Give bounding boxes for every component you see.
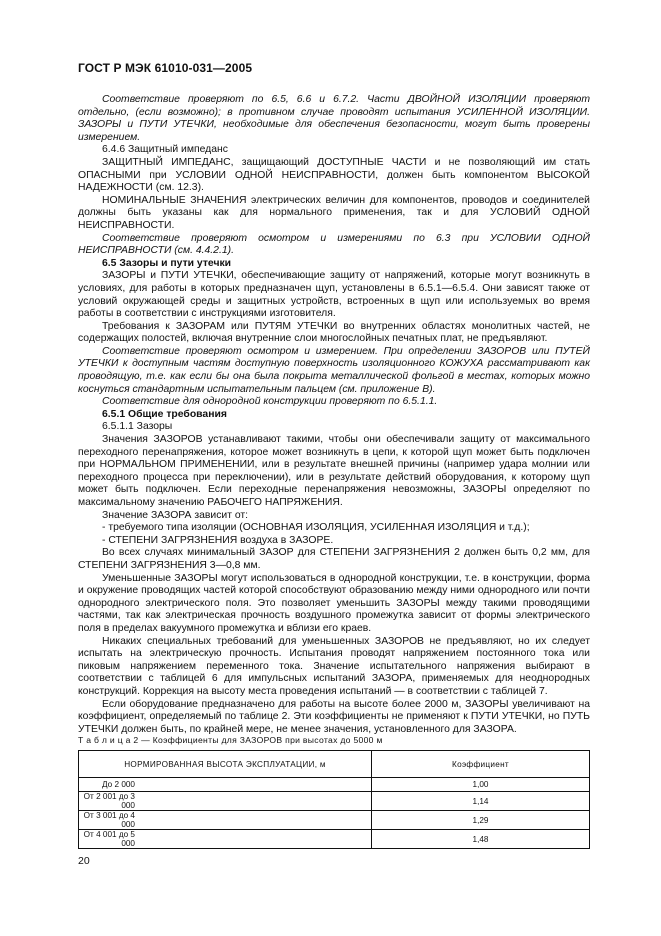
paragraph: НОМИНАЛЬНЫЕ ЗНАЧЕНИЯ электрических величин для компонентов, проводов и соединителей должны быть указаны как для нормального применения, так и для УСЛОВИЙ ОДНОЙ НЕИСПРАВНОСТИ. bbox=[78, 194, 590, 231]
paragraph: Во всех случаях минимальный ЗАЗОР для СТЕПЕНИ ЗАГРЯЗНЕНИЯ 2 должен быть 0,2 мм, для СТЕПЕНИ ЗАГРЯЗНЕНИЯ 3—0,8 мм. bbox=[78, 547, 590, 571]
table-header-row bbox=[79, 751, 590, 778]
paragraph: 6.5 Зазоры и пути утечки bbox=[102, 257, 232, 269]
paragraph: Соответствие проверяют осмотром и измерениями по 6.3 при УСЛОВИИ ОДНОЙ НЕИСПРАВНОСТИ (см. 4.4.2.1). bbox=[78, 232, 590, 257]
paragraph: 6.4.6 Защитный импеданс bbox=[102, 144, 228, 156]
paragraph: - СТЕПЕНИ ЗАГРЯЗНЕНИЯ воздуха в ЗАЗОРЕ. bbox=[102, 534, 334, 546]
table-cell-altitude: От 2 001 до 3 000 bbox=[79, 792, 372, 811]
paragraph: 6.5.1.1 Зазоры bbox=[102, 421, 173, 433]
table-row bbox=[79, 811, 590, 830]
paragraph: ЗАЗОРЫ и ПУТИ УТЕЧКИ, обеспечивающие защиту от напряжений, которые могут возникнуть в условиях, для работы в которых предназначен щуп, установлены в 6.5.1—6.5.4. Они зависят также от условий окружающей среды и защитных устройств, встроенных в щуп или используемых во время работы в соответствии с инструкциями изготовителя. bbox=[78, 270, 590, 320]
table-header-coefficient: Коэффициент bbox=[372, 751, 590, 778]
paragraph: Уменьшенные ЗАЗОРЫ могут использоваться в однородной конструкции, т.е. в конструкции, форма и окружение проводящих частей которой способствуют образованию между ними однородного или почти однородного электрического поля. Это позволяет уменьшить ЗАЗОРЫ между такими проводящими частями, так как электрическая прочность воздушного промежутка зависит от формы электрического поля в пределах вакуумного промежутка и вблизи его краев. bbox=[78, 572, 590, 634]
table-row bbox=[79, 792, 590, 811]
table-cell-coefficient: 1,00 bbox=[372, 778, 590, 792]
paragraph: ЗАЩИТНЫЙ ИМПЕДАНС, защищающий ДОСТУПНЫЕ ЧАСТИ и не позволяющий им стать ОПАСНЫМИ при УСЛОВИИ ОДНОЙ НЕИСПРАВНОСТИ, должен быть компонентом ВЫСОКОЙ НАДЕЖНОСТИ (см. 12.3). bbox=[78, 156, 590, 194]
table-cell-coefficient: 1,48 bbox=[372, 830, 590, 849]
paragraph: - требуемого типа изоляции (ОСНОВНАЯ ИЗОЛЯЦИЯ, УСИЛЕННАЯ ИЗОЛЯЦИЯ и т.д.); bbox=[102, 522, 530, 534]
paragraph: Если оборудование предназначено для работы на высоте более 2000 м, ЗАЗОРЫ увеличивают на коэффициент, определяемый по таблице 2. Эти коэффициенты не применяют к ПУТИ УТЕЧКИ, но ПУТЬ УТЕЧКИ должен быть, по крайней мере, не менее значения, установленного для ЗАЗОРА. bbox=[78, 698, 590, 735]
table-row bbox=[79, 778, 590, 792]
page-number: 20 bbox=[78, 855, 90, 867]
paragraph: Соответствие для однородной конструкции проверяют по 6.5.1.1. bbox=[102, 396, 438, 408]
table-cell-altitude: От 3 001 до 4 000 bbox=[79, 811, 372, 830]
table-cell-coefficient: 1,29 bbox=[372, 811, 590, 830]
paragraph: Соответствие проверяют осмотром и измерением. При определении ЗАЗОРОВ или ПУТЕЙ УТЕЧКИ к доступным частям доступную поверхность изоляционного КОЖУХА рассматривают как проводящую, т.е. как если бы она была покрыта металлической фольгой в местах, которых можно коснуться стандартным испытательным пальцем (см. приложение В). bbox=[78, 345, 590, 395]
table-cell-altitude: От 4 001 до 5 000 bbox=[79, 830, 372, 849]
table-cell-altitude: До 2 000 bbox=[79, 778, 372, 792]
paragraph: Никаких специальных требований для уменьшенных ЗАЗОРОВ не предъявляют, но их следует испытать на электрическую прочность. Испытания проводят напряжением постоянного тока или пиковым напряжением переменного тока. Значение испытательного напряжения выбирают в соответствии с таблицей 6 для импульсных испытаний ЗАЗОРА, применяемых для неоднородных конструкций. Коррекция на высоту места проведения испытаний — в соответствии с таблицей 7. bbox=[78, 635, 590, 697]
paragraph: Значение ЗАЗОРА зависит от: bbox=[102, 509, 249, 521]
table-caption: Т а б л и ц а 2 — Коэффициенты для ЗАЗОРОВ при высотах до 5000 м bbox=[78, 735, 383, 745]
table-header-altitude: НОРМИРОВАННАЯ ВЫСОТА ЭКСПЛУАТАЦИИ, м bbox=[79, 751, 372, 778]
document-header: ГОСТ Р МЭК 61010-031—2005 bbox=[78, 61, 253, 75]
paragraph: Значения ЗАЗОРОВ устанавливают такими, чтобы они обеспечивали защиту от максимального переходного перенапряжения, которое может возникнуть в цепи, к которой щуп может быть подключен при НОРМАЛЬНОМ ПРИМЕНЕНИИ, или в результате внешней причины (например удара молнии или переходного процесса при переключении), или в результате действий оборудования, к которому щуп может быть подключен. Если переходные перенапряжения невозможны, ЗАЗОРЫ определяют по максимальному значению РАБОЧЕГО НАПРЯЖЕНИЯ. bbox=[78, 434, 590, 508]
paragraph: 6.5.1 Общие требования bbox=[102, 408, 227, 420]
paragraph: Требования к ЗАЗОРАМ или ПУТЯМ УТЕЧКИ во внутренних областях монолитных частей, не содержащих полостей, включая внутренние слои многослойных печатных плат, не предъявляют. bbox=[78, 320, 590, 345]
paragraph: Соответствие проверяют по 6.5, 6.6 и 6.7.2. Части ДВОЙНОЙ ИЗОЛЯЦИИ проверяют отдельно, (если возможно); в противном случае проводят испытания УСИЛЕННОЙ ИЗОЛЯЦИИ. ЗАЗОРЫ и ПУТИ УТЕЧКИ, необходимые для обеспечения безопасности, могут быть проверены измерением. bbox=[78, 94, 590, 143]
table-row bbox=[79, 830, 590, 849]
body-text bbox=[78, 94, 590, 736]
table-cell-coefficient: 1,14 bbox=[372, 792, 590, 811]
coefficient-table bbox=[78, 750, 590, 849]
